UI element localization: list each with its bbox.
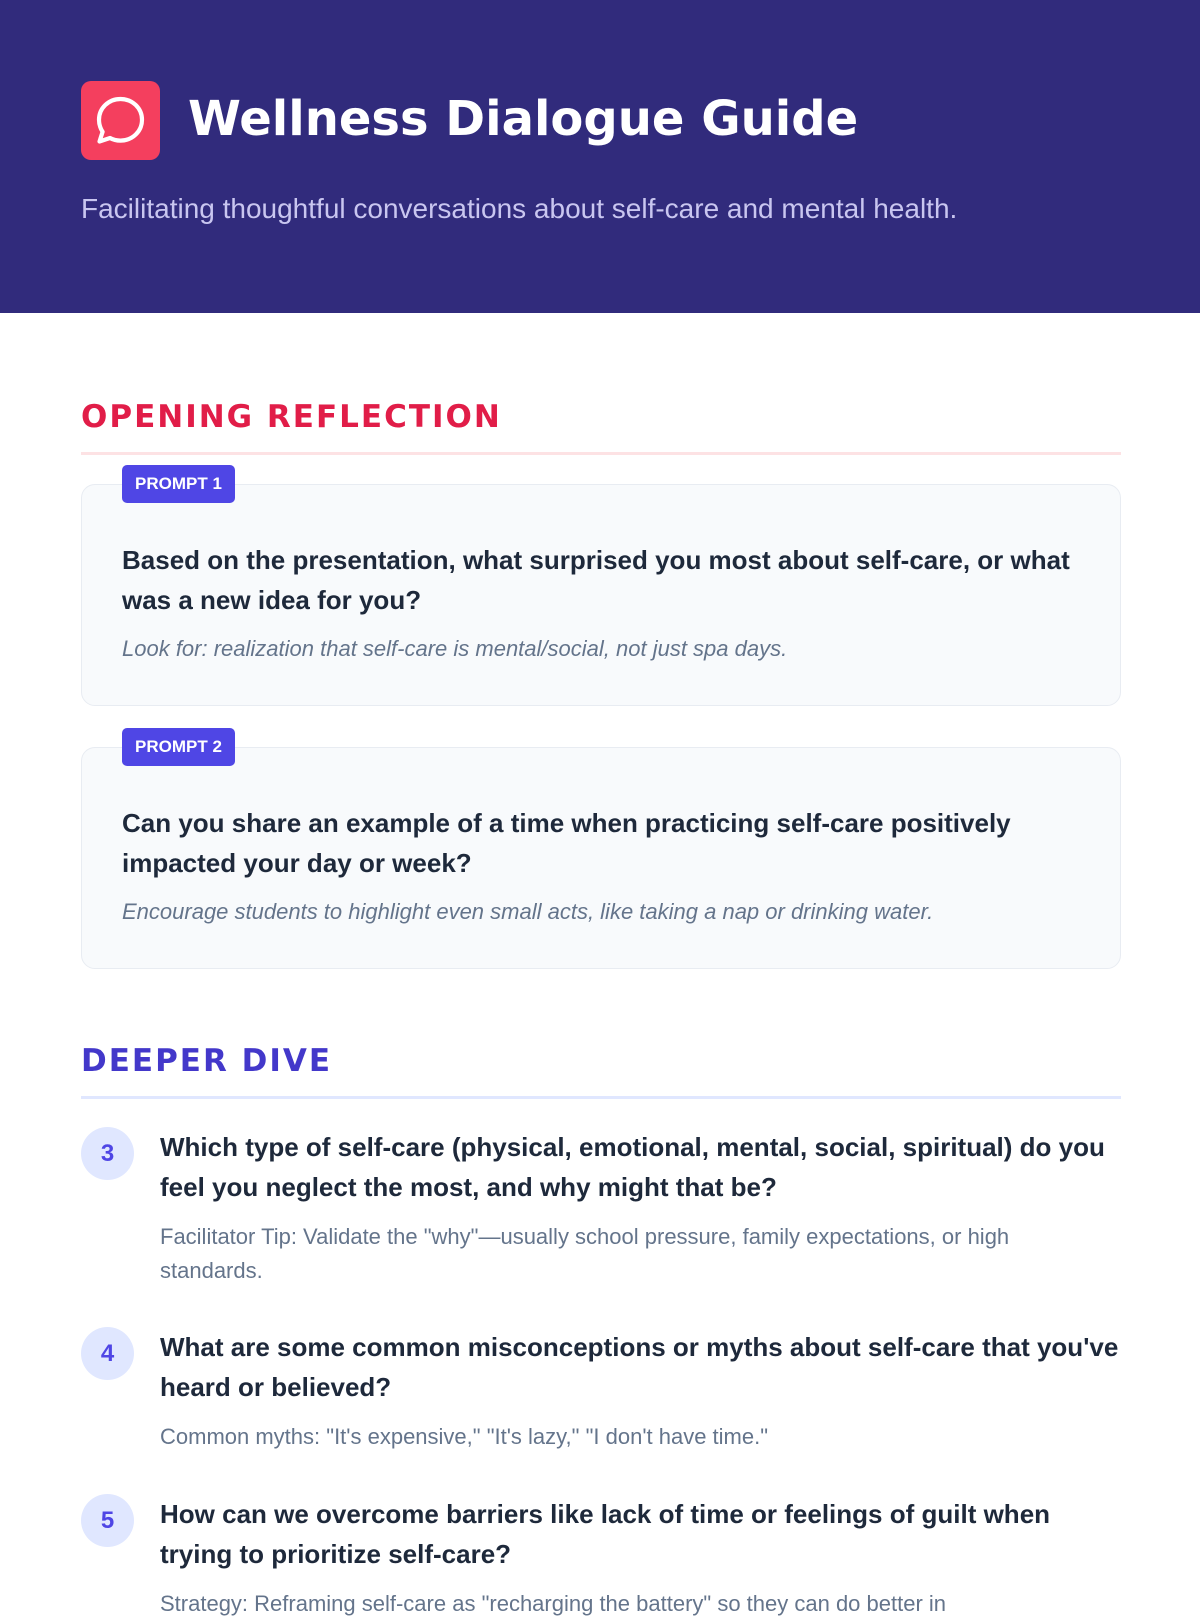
page-subtitle: Facilitating thoughtful conversations about self-care and mental health. xyxy=(81,193,958,224)
question-note: Strategy: Reframing self-care as "recharging the battery" so they can do better in xyxy=(160,1591,947,1616)
prompt-question: Can you share an example of a time when practicing self-care positively impacted your day or week? xyxy=(122,808,1011,878)
deeper-dive-heading: DEEPER DIVE xyxy=(81,1043,333,1079)
chat-bubble-icon xyxy=(81,81,160,160)
question-number: 4 xyxy=(81,1327,134,1380)
logo xyxy=(81,81,160,160)
prompt-question: Based on the presentation, what surprised you most about self-care, or what was a new idea for you? xyxy=(122,545,1070,615)
question-note: Facilitator Tip: Validate the "why"—usually school pressure, family expectations, or high standards. xyxy=(160,1224,1010,1283)
prompt-note: Encourage students to highlight even small acts, like taking a nap or drinking water. xyxy=(122,899,934,924)
page-header xyxy=(0,0,1200,313)
prompt-note: Look for: realization that self-care is mental/social, not just spa days. xyxy=(122,636,788,661)
prompt-badge: PROMPT 1 xyxy=(122,465,235,503)
prompt-card xyxy=(81,747,1121,969)
question-text: What are some common misconceptions or myths about self-care that you've heard or believed? xyxy=(160,1332,1119,1402)
prompt-badge: PROMPT 2 xyxy=(122,728,235,766)
question-number: 3 xyxy=(81,1127,134,1180)
opening-reflection-heading: OPENING REFLECTION xyxy=(81,399,502,435)
opening-reflection-divider xyxy=(81,452,1121,455)
question-number: 5 xyxy=(81,1494,134,1547)
question-text: How can we overcome barriers like lack of time or feelings of guilt when trying to prioritize self-care? xyxy=(160,1499,1051,1569)
question-text: Which type of self-care (physical, emotional, mental, social, spiritual) do you feel you neglect the most, and why might that be? xyxy=(160,1132,1105,1202)
prompt-card xyxy=(81,484,1121,706)
question-note: Common myths: "It's expensive," "It's lazy," "I don't have time." xyxy=(160,1424,769,1449)
page-title: Wellness Dialogue Guide xyxy=(188,91,859,147)
deeper-dive-divider xyxy=(81,1096,1121,1099)
